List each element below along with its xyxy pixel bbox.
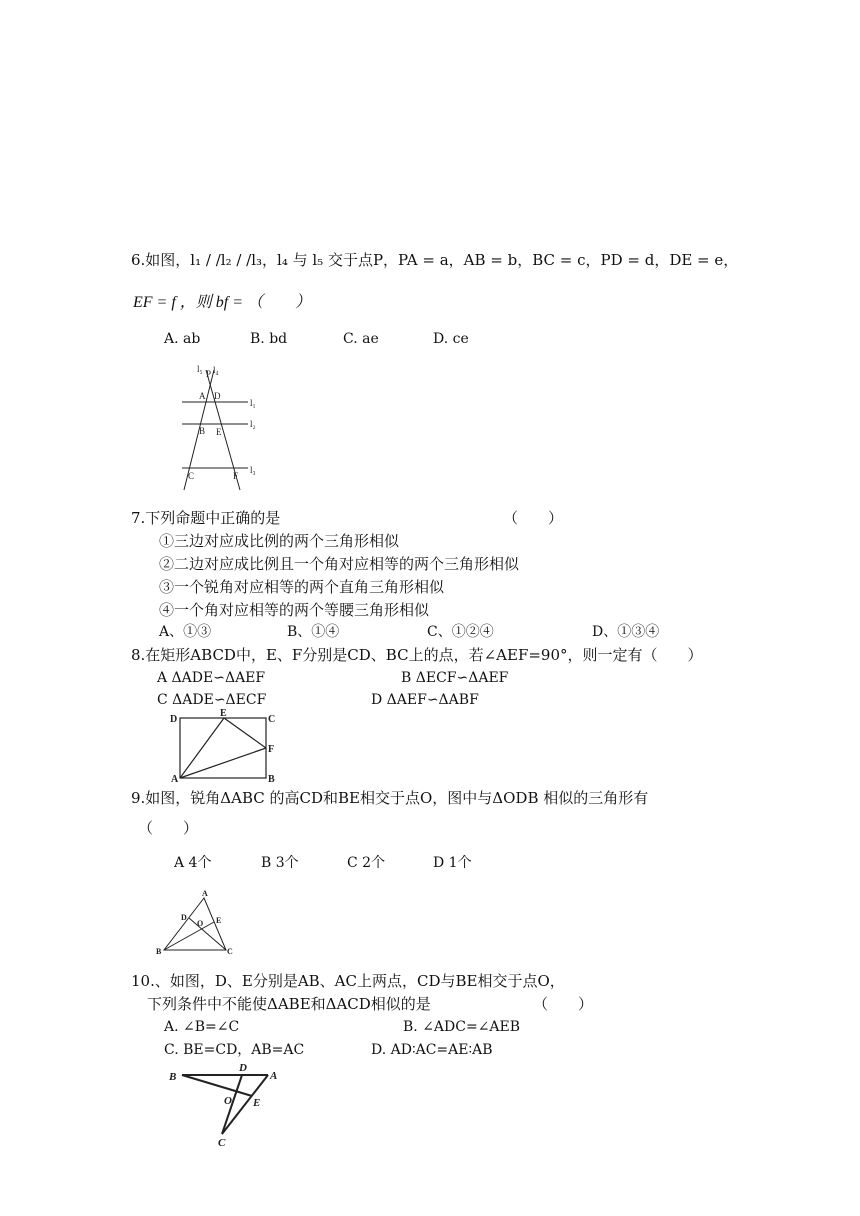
- q10-option-c: C. BE=CD，AB=AC: [164, 1042, 305, 1058]
- label-a: A: [199, 391, 206, 401]
- label-a: A: [171, 774, 179, 784]
- label-p: P: [206, 369, 212, 379]
- q9-triangle-figure: [152, 888, 242, 958]
- label-c: C: [188, 471, 195, 481]
- q7-answer-bracket: （ ）: [503, 509, 564, 527]
- q6-option-a: A. ab: [164, 331, 201, 347]
- q9-option-d: D 1个: [433, 855, 472, 871]
- q10-line1: 10.、如图，D、E分别是AB、AC上两点，CD与BE相交于点O，: [131, 972, 565, 990]
- q8-stem: 8.在矩形ABCD中，E、F分别是CD、BC上的点，若∠AEF=90°，则一定有（ ）: [131, 646, 703, 664]
- label-c: C: [227, 947, 233, 956]
- q7-option-d: D、①③④: [592, 624, 660, 640]
- q7-option-a: A、①③: [159, 624, 212, 640]
- label-d: D: [181, 913, 187, 922]
- label-l1: l₁: [250, 398, 256, 408]
- q10-option-d: D. AD∶AC=AE∶AB: [371, 1042, 493, 1058]
- label-d: D: [214, 391, 221, 401]
- label-o: O: [224, 1095, 232, 1107]
- label-c: C: [268, 714, 276, 725]
- q8-option-d: D ΔAEF∽ΔABF: [371, 692, 479, 708]
- q6-line2: EF = f ，则 bf = （ ）: [133, 294, 312, 311]
- label-b: B: [156, 947, 162, 956]
- q9-option-b: B 3个: [261, 855, 299, 871]
- q6-option-d: D. ce: [433, 331, 469, 347]
- q8-option-c: C ΔADE∽ΔECF: [157, 692, 267, 708]
- q10-answer-bracket: （ ）: [533, 995, 594, 1013]
- label-l2: l₂: [250, 419, 256, 429]
- q6-parallel-lines-figure: [176, 362, 266, 494]
- rectangle-abcd: [180, 718, 266, 778]
- label-b: B: [268, 774, 275, 784]
- q8-option-a: A ΔADE∽ΔAEF: [157, 670, 266, 686]
- label-b: B: [169, 1071, 177, 1083]
- q8-option-b: B ΔECF∽ΔAEF: [401, 670, 509, 686]
- segment-ae: [180, 718, 224, 778]
- label-d: D: [239, 1062, 247, 1074]
- q7-stem: 7.下列命题中正确的是: [131, 509, 281, 527]
- altitude-be: [164, 922, 214, 950]
- label-l3: l₃: [250, 465, 256, 475]
- segment-ef: [224, 718, 266, 748]
- label-e: E: [220, 708, 227, 719]
- label-a: A: [270, 1070, 278, 1082]
- q7-option-c: C、①②④: [427, 624, 494, 640]
- label-d: D: [170, 714, 178, 725]
- label-a: A: [202, 889, 208, 898]
- segment-af: [180, 748, 266, 778]
- label-e: E: [216, 916, 222, 925]
- label-e: E: [216, 427, 222, 437]
- q6-option-b: B. bd: [250, 331, 288, 347]
- q9-option-a: A 4个: [174, 855, 212, 871]
- q7-item-3: ③一个锐角对应相等的两个直角三角形相似: [159, 578, 445, 596]
- q7-item-1: ①三边对应成比例的两个三角形相似: [159, 532, 400, 550]
- q9-option-c: C 2个: [347, 855, 386, 871]
- label-l5: l₅: [197, 364, 203, 374]
- label-l4: l₄: [213, 365, 219, 375]
- q9-answer-bracket: （ ）: [138, 819, 199, 837]
- q8-rectangle-figure: [168, 708, 282, 784]
- q7-option-b: B、①④: [287, 624, 340, 640]
- q10-line2: 下列条件中不能使ΔABE和ΔACD相似的是: [147, 995, 431, 1013]
- q10-option-a: A. ∠B=∠C: [164, 1019, 240, 1035]
- q7-item-4: ④一个角对应相等的两个等腰三角形相似: [159, 601, 430, 619]
- label-e: E: [253, 1097, 261, 1109]
- label-o: O: [197, 919, 204, 928]
- q10-option-b: B. ∠ADC=∠AEB: [403, 1019, 521, 1035]
- label-f: F: [268, 744, 275, 755]
- q6-option-c: C. ae: [343, 331, 379, 347]
- q6-line1: 6.如图，l₁ / /l₂ / /l₃，l₄ 与 l₅ 交于点P，PA = a，AB = b，BC = c，PD = d，DE = e，: [131, 251, 739, 269]
- q10-intersecting-triangles-figure: [164, 1060, 288, 1150]
- label-b: B: [199, 426, 206, 436]
- q9-stem: 9.如图，锐角ΔABC 的高CD和BE相交于点O，图中与ΔODB 相似的三角形有: [131, 789, 649, 807]
- label-f: F: [233, 471, 239, 481]
- label-c: C: [218, 1137, 226, 1149]
- q7-item-2: ②二边对应成比例且一个角对应相等的两个三角形相似: [159, 555, 520, 573]
